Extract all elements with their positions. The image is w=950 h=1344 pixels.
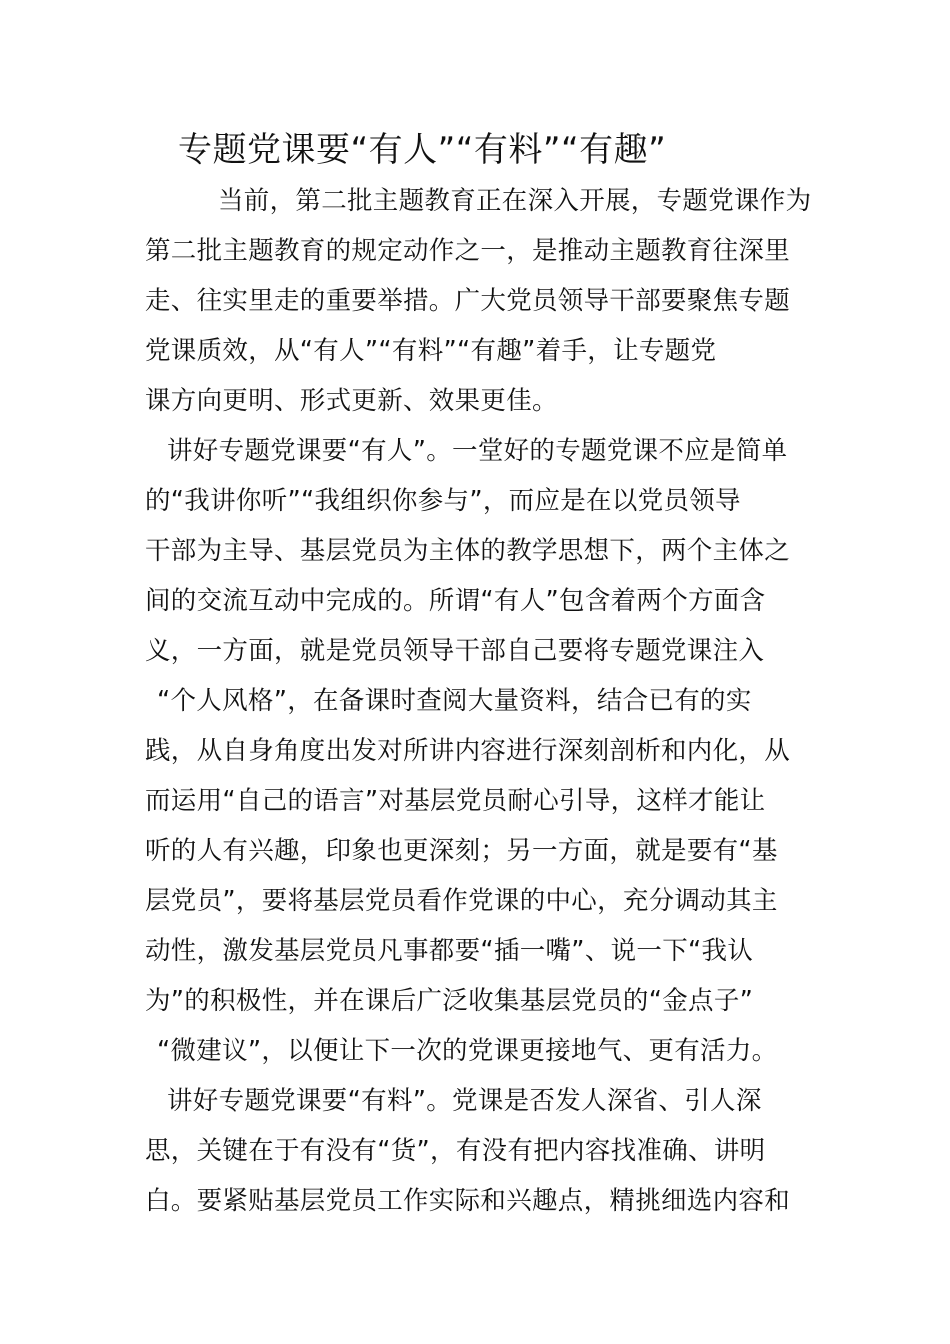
text-line: 间的交流互动中完成的。所谓“有人”包含着两个方面含 <box>145 586 766 616</box>
text-line: 层党员”，要将基层党员看作党课的中心，充分调动其主 <box>145 886 778 916</box>
text-line: 当前，第二批主题教育正在深入开展，专题党课作为 <box>218 186 812 216</box>
document-body <box>145 176 815 1226</box>
text-line: 而运用“自己的语言”对基层党员耐心引导，这样才能让 <box>145 786 766 816</box>
text-line: 的“我讲你听”“我组织你参与”，而应是在以党员领导 <box>145 486 741 516</box>
text-line: 讲好专题党课要“有人”。一堂好的专题党课不应是简单 <box>167 436 788 466</box>
text-line: 听的人有兴趣，印象也更深刻；另一方面，就是要有“基 <box>145 836 778 866</box>
text-line: 为”的积极性，并在课后广泛收集基层党员的“金点子” <box>145 986 754 1016</box>
text-line: “个人风格”，在备课时查阅大量资料，结合已有的实 <box>157 686 752 716</box>
text-line: 思，关键在于有没有“货”，有没有把内容找准确、讲明 <box>145 1136 766 1166</box>
text-line: 践，从自身角度出发对所讲内容进行深刻剖析和内化，从 <box>145 736 791 766</box>
document-title: 专题党课要“有人”“有料”“有趣” <box>178 130 667 170</box>
text-line: 白。要紧贴基层党员工作实际和兴趣点，精挑细选内容和 <box>145 1186 791 1216</box>
text-line: 讲好专题党课要“有料”。党课是否发人深省、引人深 <box>167 1086 762 1116</box>
text-line: “微建议”，以便让下一次的党课更接地气、更有活力。 <box>157 1036 778 1066</box>
text-line: 干部为主导、基层党员为主体的教学思想下，两个主体之 <box>145 536 791 566</box>
text-line: 义，一方面，就是党员领导干部自己要将专题党课注入 <box>145 636 765 666</box>
text-line: 走、往实里走的重要举措。广大党员领导干部要聚焦专题 <box>145 286 791 316</box>
text-line: 第二批主题教育的规定动作之一，是推动主题教育往深里 <box>145 236 791 266</box>
text-line: 党课质效，从“有人”“有料”“有趣”着手，让专题党 <box>145 336 717 366</box>
text-line: 课方向更明、形式更新、效果更佳。 <box>145 386 558 416</box>
text-line: 动性，激发基层党员凡事都要“插一嘴”、说一下“我认 <box>145 936 754 966</box>
